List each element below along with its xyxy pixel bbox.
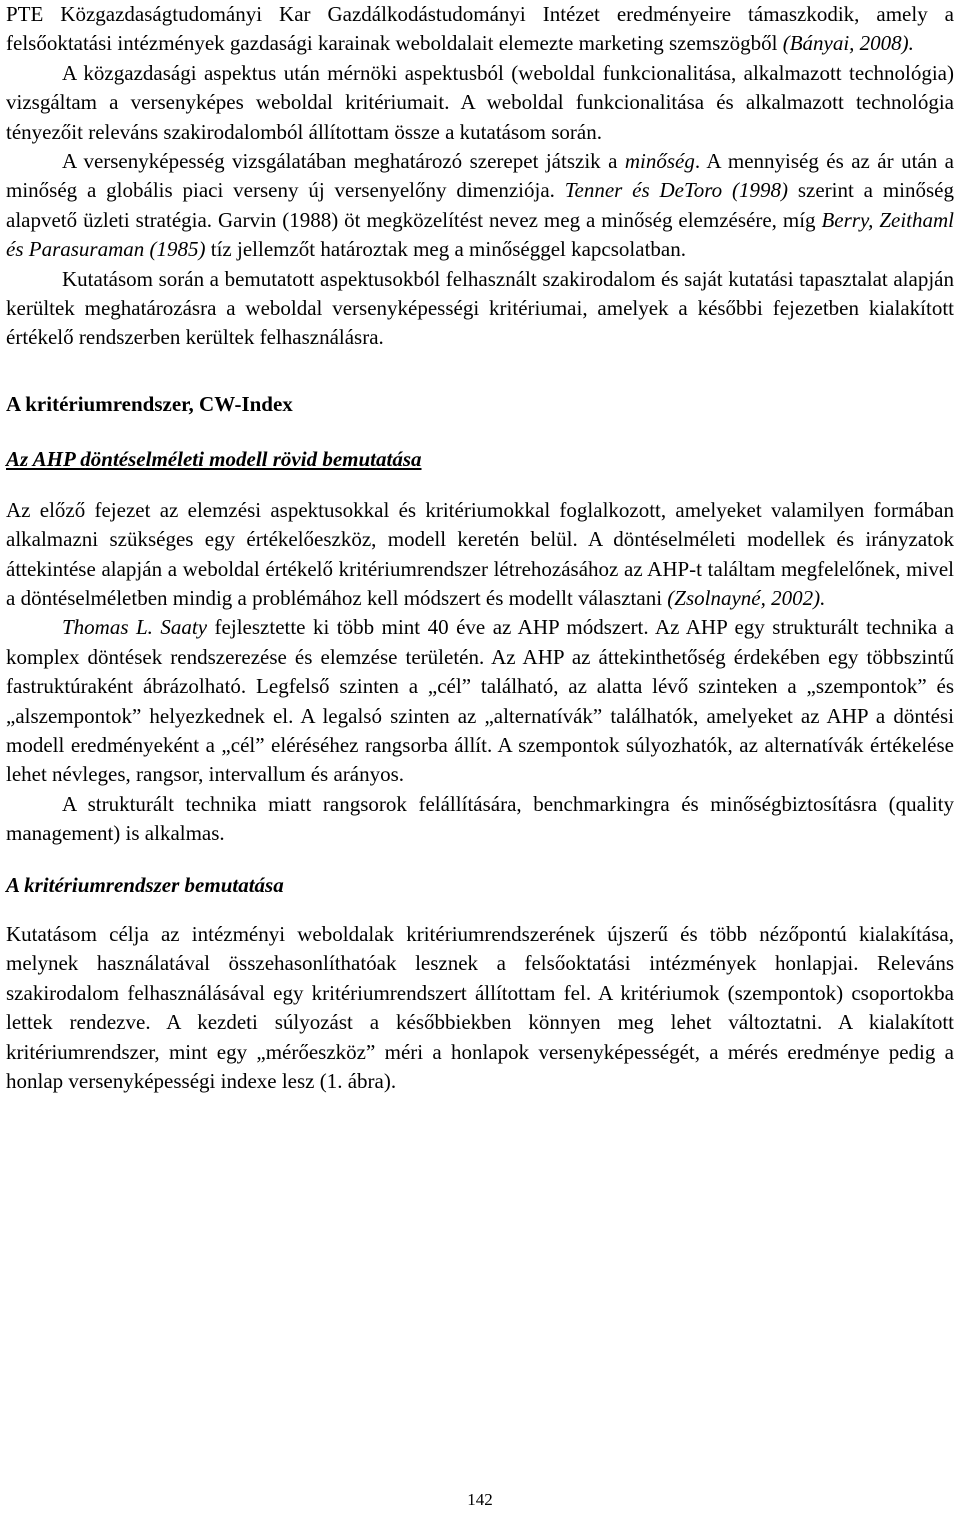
subheading-ahp-model: Az AHP döntéselméleti modell rövid bemutatása [6, 447, 422, 472]
paragraph-saaty: Thomas L. Saaty fejlesztette ki több mint 40 éve az AHP módszert. Az AHP egy strukturált technika a komplex döntések rendszerezése és elemzése területén. Az AHP az áttekinthetőség érdekében egy többszintű fastruktúraként ábrázolható. Legfelső szinten a „cél” található, az alatta lévő szinteken a „szempontok” és „alszempontok” helyezkednek el. A legalsó szinten az „alternatívák” találhatók, amelyeket az AHP a döntési modell eredményeként a „cél” eléréséhez rangsorba állít. A szempontok súlyozhatók, az alternatívák értékelése lehet névleges, rangsor, intervallum és arányos. [6, 615, 955, 787]
section-heading-criteria-system: A kritériumrendszer, CW-Index [6, 391, 293, 416]
document-page [6, 0, 954, 1096]
citation-zsolnayne: (Zsolnayné, 2002). [667, 585, 826, 610]
paragraph-engineering-aspect: A közgazdasági aspektus után mérnöki aspektusból (weboldal funkcionalitása, alkalmazott technológia) vizsgáltam a versenyképes weboldal kritériumait. A weboldal funkcionalitása és alkalmazott technológia tényezőit releváns szakirodalomból állítottam össze a kutatásom során. [6, 60, 954, 144]
citation-saaty: Thomas L. Saaty [62, 615, 208, 640]
paragraph-research-summary: Kutatásom során a bemutatott aspektusokból felhasznált szakirodalom és saját kutatási tapasztalat alapján kerültek meghatározásra a weboldal versenyképességi kritériumai, amelyek a későbbi fejezetben kialakított értékelő rendszerben kerültek felhasználásra. [6, 266, 954, 350]
paragraph-quality: A versenyképesség vizsgálatában meghatározó szerepet játszik a minőség. A mennyiség és az ár után a minőség a globális piaci verseny új versenyelőny dimenziója. Tenner és DeToro (1998) szerint a minőség alapvető üzleti stratégia. Garvin (1988) öt megközelítést nevez meg a minőség elemzésére, míg Berry, Zeithaml és Parasuraman (1985) tíz jellemzőt határoztak meg a minőséggel kapcsolatban. [6, 149, 955, 262]
citation-banyai: (Bányai, 2008). [782, 31, 914, 56]
paragraph-ahp-intro: Az előző fejezet az elemzési aspektusokkal és kritériumokkal foglalkozott, amelyeket valamilyen formában alkalmazni szükséges egy értékelőeszköz, modell keretén belül. A döntéselméleti modellek és irányzatok áttekintése alapján a weboldal értékelő kritériumrendszer létrehozásához az AHP-t találtam megfelelőnek, mivel a döntéselméletben mindig a problémához kell módszert és modellt választani (Zsolnayné, 2002). [6, 497, 954, 610]
paragraph-research-goal: Kutatásom célja az intézményi weboldalak kritériumrendszerének újszerű és több nézőpontú kialakítása, melynek használatával összehasonlíthatóak lesznek a felsőoktatási intézmények honlapjai. Releváns szakirodalom felhasználásával egy kritériumrendszert állítottam fel. A kritériumok (szempontok) csoportokba lettek rendezve. A kezdeti súlyozást a későbbiekben könnyen meg lehet változtatni. A kialakított kritériumrendszer, mint egy „mérőeszköz” méri a honlapok versenyképességét, a mérés eredménye pedig a honlap versenyképességi indexe lesz (1. ábra). [6, 921, 954, 1093]
paragraph-intro-text: PTE Közgazdaságtudományi Kar Gazdálkodástudományi Intézet eredményeire támaszkodik, amely a felsőoktatási intézmények gazdasági karainak weboldalait elemezte marketing szemszögből [6, 2, 954, 56]
paragraph-intro [6, 0, 954, 59]
emphasis-minoseg: minőség [624, 149, 695, 174]
citation-berry: Berry, Zeithaml és Parasuraman (1985) [6, 207, 955, 262]
citation-tenner: Tenner és DeToro (1998) [564, 178, 788, 203]
page-number: 142 [467, 1490, 493, 1509]
subheading-criteria-presentation: A kritériumrendszer bemutatása [6, 872, 284, 897]
paragraph-structured-technique: A strukturált technika miatt rangsorok felállítására, benchmarkingra és minőségbiztosításra (quality management) is alkalmas. [6, 791, 954, 846]
